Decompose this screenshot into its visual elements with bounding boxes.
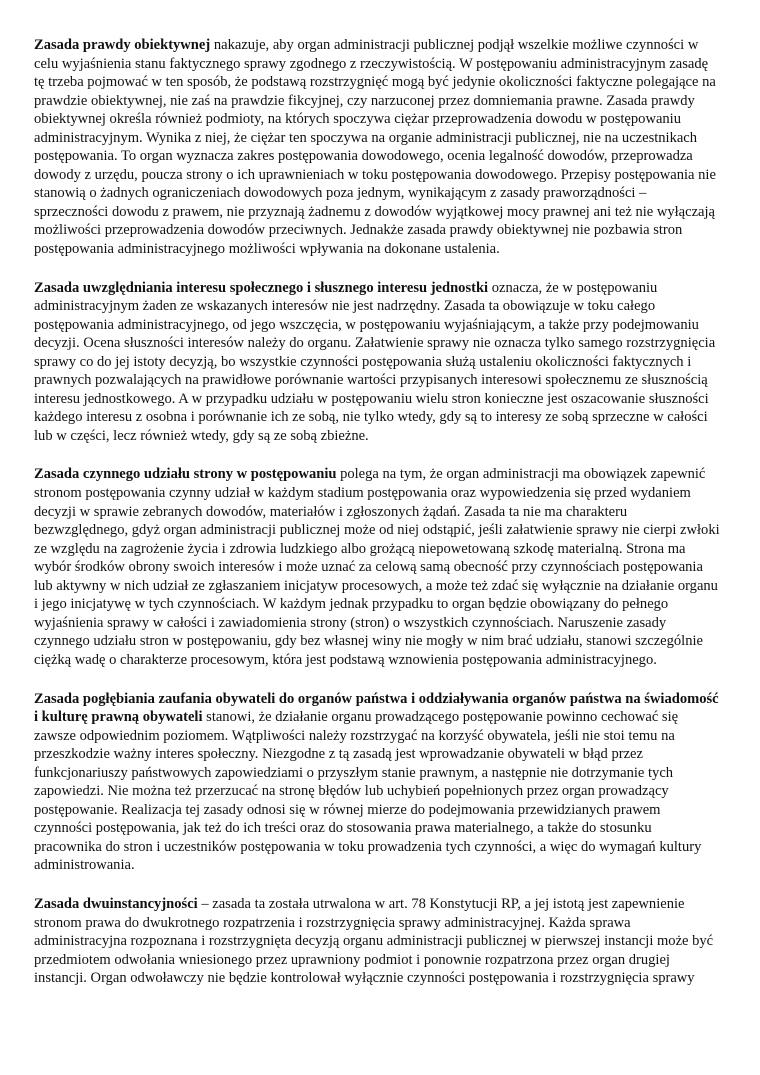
principle-heading: Zasada dwuinstancyjności <box>34 895 198 912</box>
principle-text: – zasada ta została utrwalona w art. 78 Konstytucji RP, a jej istotą jest zapewnienie stronom prawa do dwukrotnego rozpatrzenia i rozstrzygnięcia sprawy administracyjnej. Każda sprawa administracyjna rozpoznana i rozstrzygnięta decyzją organu administracji publicznej w pierwszej instancji może być przedmiotem odwołania wniesionego przez uprawniony podmiot i ponownie rozpatrzona przez organ drugiej instancji. Organ odwoławczy nie będzie kontrolował wyłącznie czynności postępowania i rozstrzygnięcia sprawy <box>34 895 714 987</box>
principle-text: nakazuje, aby organ administracji publicznej podjął wszelkie możliwe czynności w celu wyjaśnienia stanu faktycznego sprawy zgodnego z rzeczywistością. W postępowaniu administracyjnym zasadę tę trzeba pojmować w ten sposób, że podstawą rozstrzygnięć mogą być jedynie okoliczności faktyczne polegające na prawdzie obiektywnej, nie zaś na prawdzie fikcyjnej, czy narzuconej przez domniemania prawne. Zasada prawdy obiektywnej określa również podmioty, na których spoczywa ciężar przeprowadzenia dowodu w postępowaniu administracyjnym. Wynika z niej, że ciężar ten spoczywa na organie administracji publicznej, nie na uczestnikach postępowania. To organ wyznacza zakres postępowania dowodowego, ocenia legalność dowodów, przeprowadza dowody z urzędu, poucza strony o ich uprawnieniach w toku postępowania dowodowego. Przepisy postępowania nie stanowią o żadnych ograniczeniach dowodowych poza jednym, wynikającym z zasady praworządności – sprzeczności dowodu z prawem, nie przyznają żadnemu z dowodów wyjątkowej mocy prawnej ani też nie wyłączają możliwości przeprowadzenia dowodów przeciwnych. Jednakże zasada prawdy obiektywnej nie pozbawia stron postępowania administracyjnego możliwości wpływania na dokonane ustalenia. <box>34 37 716 258</box>
principle-heading: Zasada czynnego udziału strony w postępowaniu <box>34 466 337 483</box>
paragraph-zaufanie-obywateli <box>34 690 722 875</box>
paragraph-prawda-obiektywna <box>34 36 722 259</box>
principle-text: stanowi, że działanie organu prowadzącego postępowanie powinno cechować się zawsze odpowiednim poziomem. Wątpliwości należy rozstrzygać na korzyść obywatela, jeśli nie stoi temu na przeszkodzie ważny interes społeczny. Niezgodne z tą zasadą jest wprowadzanie obywateli w błąd przez funkcjonariuszy państwowych zapowiedziami o przyszłym stanie prawnym, a następnie nie dotrzymanie tych zapowiedzi. Nie można też przerzucać na stronę błędów lub uchybień popełnionych przez organ prowadzący postępowanie. Realizacja tej zasady odnosi się w równej mierze do podejmowania przewidzianych prawem czynności postępowania, jak też do ich treści oraz do stosowania prawa materialnego, a także do stosunku pracownika do stron i uczestników postępowania w toku prowadzenia tych czynności, a więc do wymagań kultury administrowania. <box>34 709 702 874</box>
paragraph-dwuinstancyjnosc <box>34 895 722 988</box>
principle-text: oznacza, że w postępowaniu administracyjnym żaden ze wskazanych interesów nie jest nadrzędny. Zasada ta obowiązuje w toku całego postępowania administracyjnego, od jego wszczęcia, w postępowaniu wyjaśniającym, a także przy podejmowaniu decyzji. Ocena słuszności interesów należy do organu. Załatwienie sprawy nie oznacza tylko samego rozstrzygnięcia sprawy co do jej istoty decyzją, bo wszystkie czynności postępowania służą ustaleniu okoliczności faktycznych i prawnych pozwalających na prawidłowe porównanie wartości przypisanych interesowi społecznemu ze słusznością interesu jednostkowego. A w przypadku udziału w postępowaniu wielu stron konieczne jest oszacowanie słuszności każdego interesu z osobna i porównanie ich ze sobą, nie tylko wtedy, gdy są to interesy ze sobą sprzeczne w całości lub w części, lecz również wtedy, gdy są ze sobą zbieżne. <box>34 279 716 444</box>
principle-heading: Zasada prawdy obiektywnej <box>34 37 211 53</box>
principle-heading: Zasada pogłębiania zaufania obywateli do organów państwa i oddziaływania organów państwa na świadomość i kulturę prawną obywateli <box>34 690 719 726</box>
principle-text: polega na tym, że organ administracji ma obowiązek zapewnić stronom postępowania czynny udział w każdym stadium postępowania oraz wypowiedzenia się przed wydaniem decyzji w sprawie zebranych dowodów, materiałów i zgłoszonych żądań. Zasada ta nie ma charakteru bezwzględnego, gdyż organ administracji publicznej może od niej odstąpić, jeśli załatwienie sprawy nie cierpi zwłoki ze względu na zagrożenie życia i zdrowia ludzkiego albo grożącą niepowetowaną szkodę materialną. Strona ma wybór środków obrony swoich interesów i może uznać za celową samą obecność przy czynnościach postępowania lub aktywny w nich udział ze zgłaszaniem inicjatyw procesowych, a może też zdać się wyłącznie na działanie organu i jego inicjatywę w tych czynnościach. W każdym jednak przypadku to organ będzie obowiązany do pełnego wyjaśnienia sprawy w całości i zawiadomienia strony (stron) o wszystkich czynnościach. Naruszenie zasady czynnego udziału stron w postępowaniu, gdy bez własnej winy nie mogły w nim brać udziału, stanowi szczególnie ciężką wadę o charakterze procesowym, która jest podstawą wznowienia postępowania administracyjnego. <box>34 466 720 668</box>
paragraph-czynny-udzial <box>34 465 722 669</box>
paragraph-interes-spoleczny <box>34 279 722 446</box>
principle-heading: Zasada uwzględniania interesu społecznego i słusznego interesu jednostki <box>34 279 489 296</box>
